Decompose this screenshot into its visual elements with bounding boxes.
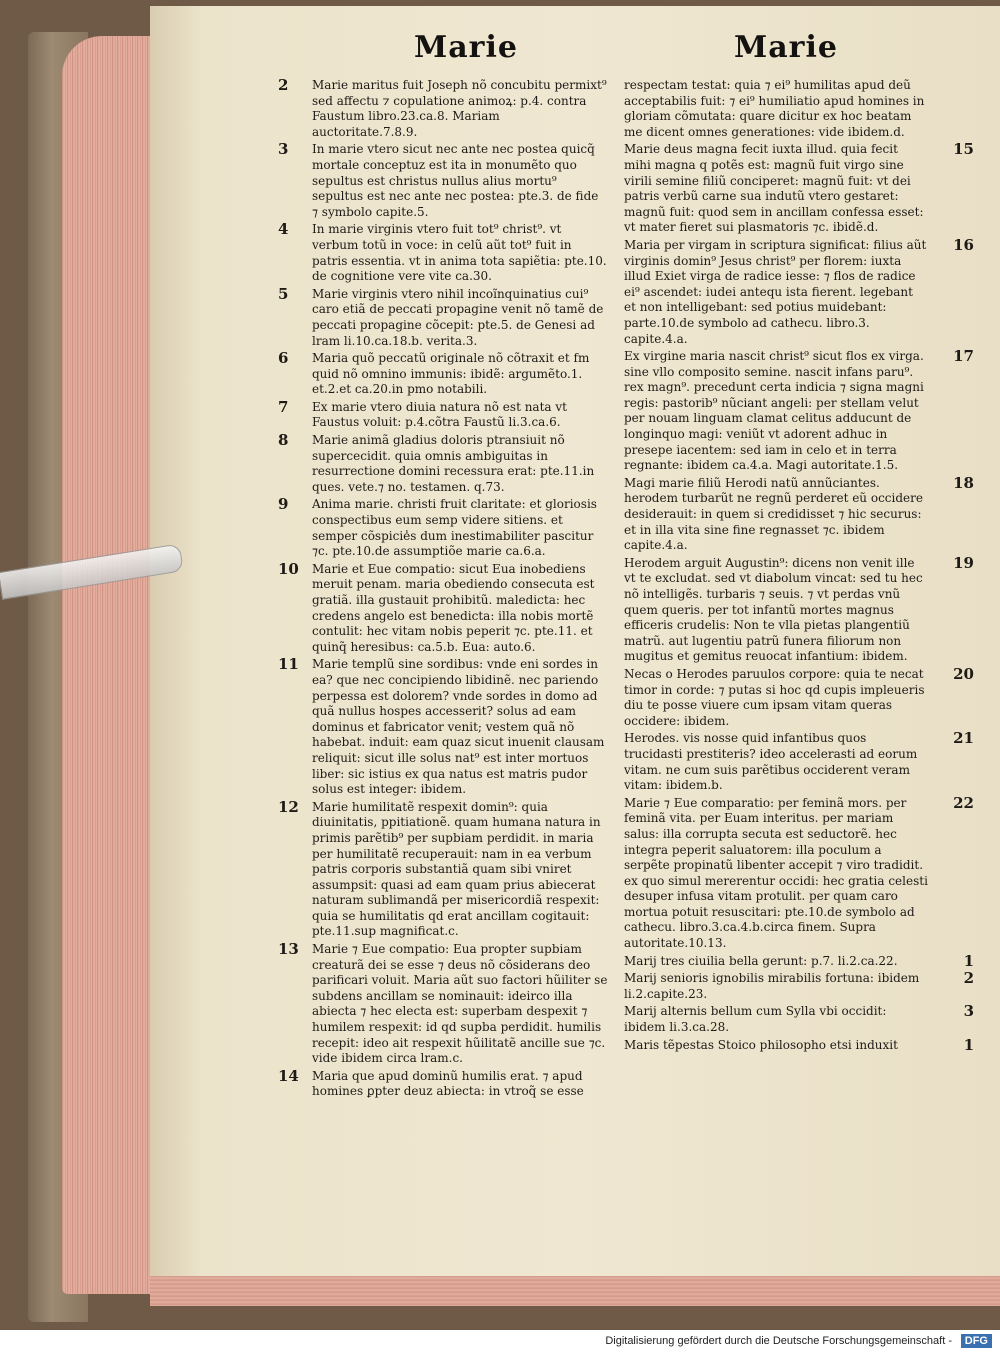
entry (278, 431, 608, 495)
entry-number: 8 (278, 431, 289, 450)
entry-text: Herodes. vis nosse quid infantibus quos trucidasti prestiteris? ideo accelerasti ad eorum vitam. ne cum suis parẽtibus occiderent veram vitam: ibidem.b. (624, 731, 918, 793)
entry-text: Marij tres ciuilia bella gerunt: p.7. li.2.ca.22. (624, 953, 898, 968)
bottom-page-edges (150, 1276, 1000, 1306)
entry (278, 349, 608, 398)
entry-text: In marie vtero sicut nec ante nec postea quicq̃ mortale conceptuz est ita in monumẽto quo sepultus est christus nullus alius mortu⁹ sepultus est nec ante nec postea: pte.3. de fide ⁊ symbolo capite.5. (312, 142, 599, 219)
entry-text: Marie animã gladius doloris ptransiuit nõ supercecidit. quia omnis ambiguitas in resurrectione domini recessura erat: pte.11.in ques. vete.⁊ no. testamen. q.73. (312, 433, 595, 494)
entry-number: 3 (278, 140, 289, 159)
entry (278, 284, 608, 349)
entry-text: Marie virginis vtero nihil incoĩnquinatius cui⁹ caro etiã de peccati propagine venit nõ tamẽ de peccati propagine cõcepit: pte.5. de Genesi ad lram li.10.ca.18.b. verita.3. (312, 286, 604, 348)
entry-text: Necas o Herodes paruulos corpore: quia te necat timor in corde: ⁊ putas si hoc qd cupis impleueris diu te posse viuere cum ipsam vitam queras occidere: ibidem. (624, 666, 925, 728)
entry-number: 22 (953, 793, 974, 812)
entry-number: 1 (963, 951, 974, 970)
entry-number: 4 (278, 220, 289, 239)
left-running-head: Marie (414, 30, 518, 65)
entry-text: Maria que apud dominũ humilis erat. ⁊ apud homines ꝑpter deuz abiecta: in vtroq̃ se esse (312, 1068, 584, 1099)
entry-number: 2 (278, 76, 289, 94)
entry (624, 664, 974, 729)
entry-number: 2 (963, 969, 974, 988)
entry (278, 797, 608, 940)
entry-text: Anima marie. christi fruit claritate: et gloriosis conspectibus eum semp videre sitiens. et semper cõspicie̾s dum inestimabiliter pascitur ⁊c. pte.10.de assumptiõe marie ca.6.a. (312, 497, 597, 559)
entry (624, 235, 974, 347)
entry (624, 347, 974, 474)
entry-number: 6 (278, 349, 289, 368)
entry (278, 940, 608, 1067)
entry (624, 951, 974, 970)
entry-text: Marie et Eue compatio: sicut Eua inobediens meruit penam. maria obediendo consecuta est gratiã. illa gustauit prohibitũ. maledicta: hec credens angelo est benedicta: illa nobis mortẽ contulit: hec vitam nobis peperit ⁊c. pte.11. et quinq̃ heresibus: ca.5.b. Eua: auto.6. (312, 561, 595, 654)
entry-number: 21 (953, 729, 974, 748)
entry-number: 7 (278, 397, 289, 416)
entry-text: Marij senioris ignobilis mirabilis fortuna: ibidem li.2.capite.23. (624, 971, 920, 1001)
entry-number: 3 (963, 1002, 974, 1021)
entry (624, 78, 928, 140)
entry-text: Marij alternis bellum cum Sylla vbi occidit: ibidem li.3.ca.28. (624, 1004, 887, 1035)
entry-text: Marie ⁊ Eue comparatio: per feminã mors. per feminã vita. per Euam interitus. per mariam salus: illa corrupta secuta est seductorẽ. hec integra peperit saluatorem: illa poculum a serpẽte propinatũ libenter accepit ⁊ viro tradidit. ex quo simul mererentur occidi: hec gratia celesti desuper infusa vitam protulit. per quam caro mortua potuit resuscitari: pte.10.de symbolo ad cathecu. libro.3.ca.4.b.circa finem. Supra autoritate.10.13. (624, 795, 928, 951)
dfg-logo: DFG (961, 1334, 992, 1348)
entry (624, 473, 974, 554)
entry (624, 140, 974, 236)
entry-text: Marie templũ sine sordibus: vnde eni sordes in ea? que nec concipiendo libidinẽ. nec pariendo perpessa est dolorem? vnde sordes in domo ad quã nullus hospes accesserit? solus ad eam dominus et fabricator venit; vestem quã nõ habebat. induit: eam quaz sicut inuenit clausam reliquit: sicut ille solus nat⁹ est inter mortuos liber: sic istius ex qua natus est matris pudor solus est integer: ibidem. (312, 657, 605, 797)
entry-text: Marie maritus fuit Joseph nõ concubitu permixt⁹ sed affectu ⁊ copulatione animoꝝ: p.4. contra Faustum libro.23.ca.8. Mariam auctoritate.7.8.9. (312, 78, 607, 139)
entry-text: Maris tẽpestas Stoico philosopho etsi induxit (624, 1037, 898, 1052)
footer-bar (0, 1332, 1000, 1353)
entry (278, 559, 608, 656)
entry (624, 553, 974, 665)
right-running-head: Marie (734, 30, 838, 65)
entry-text: respectam testat: quia ⁊ ei⁹ humilitas apud deũ acceptabilis fuit: ⁊ ei⁹ humiliatio apud homines in gloriam cõmutata: quare dicitur ex hoc beatam me dicent omnes generationes: vide ibidem.d. (624, 78, 925, 139)
entry-text: Marie deus magna fecit iuxta illud. quia fecit mihi magna q potẽs est: magnũ fuit virgo sine virili semine filiũ conciperet: magnũ fuit: vt dei patris verbũ carne sua indutũ vtero gestaret: magnũ fuit: quod sem in ancillam confessa esset: vt mater fieret sui plasmatoris ⁊c. ibidẽ.d. (624, 142, 924, 235)
right-column (624, 78, 974, 1055)
entry-number: 12 (278, 797, 299, 816)
entry (624, 969, 974, 1002)
entry-number: 18 (953, 473, 974, 492)
entry (624, 1002, 974, 1035)
footer-credit: Digitalisierung gefördert durch die Deutsche Forschungsgemeinschaft - (605, 1335, 952, 1347)
entry-number: 20 (953, 664, 974, 683)
left-column (278, 76, 608, 1102)
entry-number: 9 (278, 495, 289, 514)
entry-text: Ex virgine maria nascit christ⁹ sicut flos ex virga. sine vllo composito semine. nascit infans paru⁹. rex magn⁹. precedunt certa indicia ⁊ signa magni regis: pastorib⁹ nũciant angeli: per stellam velut per nouam linguam clamat celitus adducunt de longinquo magi: veniũt vt adorent adhuc in presepe iacentem: sed iam in celo et in terra regnante: ibidem ca.4.a. Magi autoritate.1.5. (624, 349, 924, 473)
entry (278, 1066, 608, 1100)
entry-text: Marie humilitatẽ respexit domin⁹: quia diuinitatis, ppitiationẽ. quam humana natura in primis parẽtib⁹ per supbiam perdidit. in maria per humilitatẽ recuperauit: nam in ea verbum patris corporis substantiã quam sibi vniret assumpsit: quasi ad eam quam prius abiecerat naturam sublimandã per misericordiã respexit: quia se humilitatis qd erat ancillam cogitauit: pte.11.sup magnificat.c. (312, 799, 601, 939)
entry-text: Marie ⁊ Eue compatio: Eua propter supbiam creaturã dei se esse ⁊ deus nõ cõsiderans deo parificari voluit. Maria aũt suo factori hũiliter se subdens ancillam se nominauit: ideirco illa abiecta ⁊ hec electa est: superbam despexit ⁊ humilem respexit: id qd supba perdidit. humilis recepit: ideo ait respexit hũilitatẽ ancille sue ⁊c. vide ibidem circa lram.c. (312, 942, 608, 1066)
entry (278, 76, 608, 140)
entry-text: In marie virginis vtero fuit tot⁹ christ⁹. vt verbum totũ in voce: in celũ aũt tot⁹ fuit in patris essentia. vt in anima tota sapiẽtia: pte.10. de cognitione vere vite ca.30. (312, 222, 607, 284)
entry (278, 655, 608, 797)
entry (278, 495, 608, 559)
entry-number: 17 (953, 347, 974, 366)
entry (624, 1035, 974, 1054)
entry-text: Ex marie vtero diuia natura nõ est nata vt Faustus voluit: p.4.cõtra Faustũ li.3.ca.6. (312, 399, 567, 430)
entry (278, 220, 608, 284)
entry-number: 19 (953, 553, 974, 572)
entry-number: 13 (278, 940, 299, 959)
entry-number: 14 (278, 1066, 299, 1085)
entry-text: Maria per virgam in scriptura significat: filius aũt virginis domin⁹ Jesus christ⁹ per florem: iuxta illud Exiet virga de radice iesse: ⁊ flos de radice ei⁹ ascendet: iudei antequ ista fierent. legebant et non intelligebant: sed potius muidebant: parte.10.de symbolo ad cathecu. libro.3. capite.4.a. (624, 237, 927, 346)
entry (624, 793, 974, 952)
entry-text: Herodem arguit Augustin⁹: dicens non venit ille vt te excludat. sed vt diabolum vincat: sed tu hec nõ intelligẽs. turbaris ⁊ seuis. ⁊ vt perdas vnũ quem queris. per tot infantũ mortes magnus efficeris crudelis: Non te vlla pietas plangentiũ matrũ. aut lugentiu patrũ funera filiorum non mugitus et gemitus reuocat infantium: ibidem. (624, 555, 923, 664)
entry-number: 15 (953, 140, 974, 159)
entry-number: 5 (278, 284, 289, 303)
entry-number: 10 (278, 559, 299, 578)
entry-number: 11 (278, 655, 299, 674)
entry (278, 140, 608, 220)
entry-text: Magi marie filiũ Herodi natũ annũciantes. herodem turbarũt ne regnũ perderet eũ occidere desiderauit: in quem si credidisset ⁊ hic securus: et in illa vita sine fine regnasset ⁊c. ibidem capite.4.a. (624, 475, 923, 553)
entry (624, 729, 974, 793)
entry-text: Maria quõ peccatũ originale nõ cõtraxit et fm quid nõ omnino immunis: ibidẽ: argumẽto.1. et.2.et ca.20.in pmo notabili. (312, 351, 590, 397)
entry-number: 16 (953, 235, 974, 254)
entry (278, 397, 608, 431)
entry-number: 1 (963, 1035, 974, 1054)
